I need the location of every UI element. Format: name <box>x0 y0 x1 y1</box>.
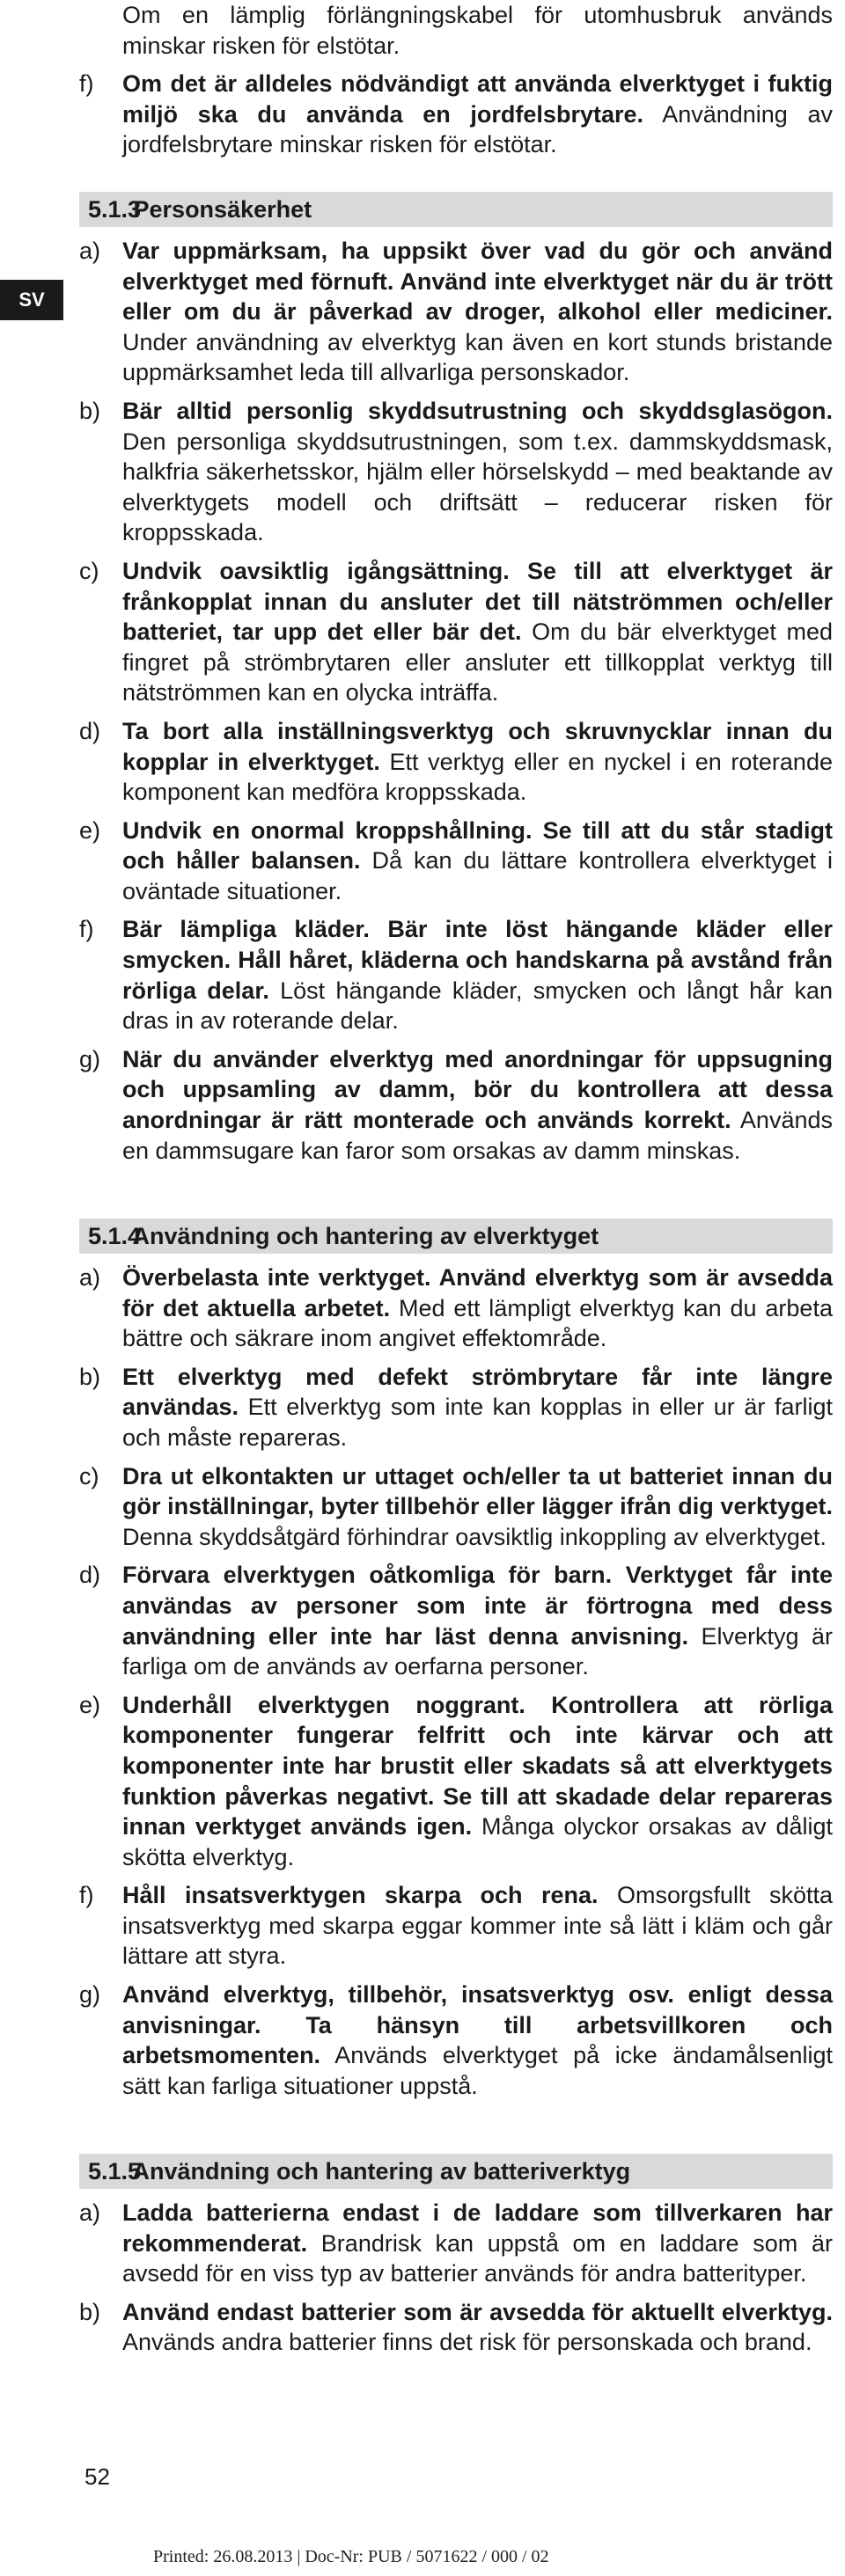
list-item <box>79 914 833 1036</box>
list-item <box>79 69 833 160</box>
section-number: 5.1.3 <box>88 196 142 223</box>
list-item <box>79 1044 833 1166</box>
item-marker: e) <box>79 1691 101 1718</box>
list-item <box>79 1461 833 1553</box>
list-item <box>79 236 833 388</box>
item-bold-text: Om det är alldeles nödvändigt att använda elverktyget i fuktig miljö ska du använda en jordfelsbrytare. <box>122 70 833 128</box>
list-item <box>79 2198 833 2289</box>
list-item <box>79 396 833 548</box>
section-title: Användning och hantering av batteriverktyg <box>132 2158 631 2184</box>
section-body <box>79 2198 833 2366</box>
list-item <box>79 1560 833 1681</box>
item-bold-text: Överbelasta inte verktyget. Använd elverktyg som är avsedda för det aktuella arbetet. <box>122 1264 833 1321</box>
intro-block <box>79 0 833 168</box>
item-marker: b) <box>79 1363 101 1390</box>
item-marker: f) <box>79 1882 94 1909</box>
list-item <box>79 1690 833 1873</box>
list-item <box>79 816 833 907</box>
item-bold-text: Bär alltid personlig skyddsutrustning och skyddsglasögon. <box>122 397 833 424</box>
list-item <box>79 1262 833 1354</box>
item-marker: a) <box>79 238 101 264</box>
item-text: Om du bär elverktyget med fingret på strömbrytaren eller ansluter ett tillkopplat verktyg till nätströmmen kan en olycka inträffa. <box>122 618 833 706</box>
list-item <box>79 1880 833 1972</box>
item-bold-text: Underhåll elverktygen noggrant. Kontrollera att rörliga komponenter fungerar felfritt och inte kärvar och att komponenter inte har brustit eller skadats så att elverktygets funktion påverkas negativt. Se till att skadade delar repareras innan verktyget används igen. <box>122 1691 833 1841</box>
item-text: Då kan du lättare kontrollera elverktyget i oväntade situationer. <box>122 847 833 904</box>
list-item <box>79 716 833 808</box>
section-heading <box>79 1218 833 1254</box>
item-text: Omsorgsfullt skötta insatsverktyg med skarpa eggar kommer inte så lätt i kläm och går lättare att styra. <box>122 1882 833 1970</box>
item-bold-text: Förvara elverktygen oåtkomliga för barn. Verktyget får inte användas av personer som inte är förtrogna med dess användning eller inte har läst denna anvisning. <box>122 1562 833 1650</box>
item-text: Användning av jordfelsbrytare minskar risken för elstötar. <box>122 100 833 158</box>
item-bold-text: Ladda batterierna endast i de laddare som tillverkaren har rekommenderat. <box>122 2199 833 2257</box>
section-body <box>79 1262 833 2109</box>
language-tab: SV <box>0 280 63 320</box>
item-marker: f) <box>79 916 94 943</box>
item-bold-text: Använd endast batterier som är avsedda för aktuellt elverktyg. <box>122 2298 833 2325</box>
item-bold-text: Undvik oavsiktlig igångsättning. Se till att elverktyget är frånkopplat innan du ansluter det till nätströmmen och/eller batteriet, tar upp det eller bär det. <box>122 557 833 646</box>
section-title: Användning och hantering av elverktyget <box>132 1223 599 1249</box>
item-text: Ett verktyg eller en nyckel i en roterande komponent kan medföra kroppsskada. <box>122 748 833 806</box>
item-bold-text: Använd elverktyg, tillbehör, insatsverktyg osv. enligt dessa anvisningar. Ta hänsyn till arbetsvillkoren och arbetsmomenten. <box>122 1981 833 2069</box>
item-text: Används andra batterier finns det risk för personskada och brand. <box>122 2329 812 2356</box>
print-footer: Printed: 26.08.2013 | Doc-Nr: PUB / 5071622 / 000 / 02 <box>153 2547 549 2566</box>
list-item <box>79 2297 833 2358</box>
item-bold-text: Håll insatsverktygen skarpa och rena. <box>122 1882 599 1909</box>
item-marker: c) <box>79 557 99 584</box>
section-number: 5.1.5 <box>88 2158 142 2184</box>
item-bold-text: När du använder elverktyg med anordningar för uppsugning och uppsamling av damm, bör du kontrollera att dessa anordningar är rätt monterade och används korrekt. <box>122 1045 833 1134</box>
item-marker: e) <box>79 816 101 844</box>
item-text: Med ett lämpligt elverktyg kan du arbeta bättre och säkrare inom angivet effektområde. <box>122 1294 833 1352</box>
section-number: 5.1.4 <box>88 1223 142 1249</box>
item-bold-text: Bär lämpliga kläder. Bär inte löst hängande kläder eller smycken. Håll håret, kläderna och handskarna på avstånd från rörliga delar. <box>122 916 833 1004</box>
item-marker: b) <box>79 2298 101 2325</box>
item-text: Används elverktyget på icke ändamålsenligt sätt kan farliga situationer uppstå. <box>122 2042 833 2099</box>
section-title: Personsäkerhet <box>133 196 312 223</box>
section-heading <box>79 192 833 227</box>
item-marker: a) <box>79 1264 101 1291</box>
list-item <box>79 1980 833 2101</box>
item-marker: a) <box>79 2199 101 2226</box>
item-bold-text: Var uppmärksam, ha uppsikt över vad du gör och använd elverktyget med förnuft. Använd inte elverktyget när du är trött eller om du är påverkad av droger, alkohol eller mediciner. <box>122 238 833 326</box>
item-marker: f) <box>79 70 94 98</box>
page-number: 52 <box>84 2463 110 2490</box>
item-text: Ett elverktyg som inte kan kopplas in eller ur är farligt och måste repareras. <box>122 1394 833 1451</box>
item-marker: d) <box>79 1562 101 1589</box>
item-bold-text: Dra ut elkontakten ur uttaget och/eller ta ut batteriet innan du gör inställningar, byter tillbehör eller lägger ifrån dig verktyget. <box>122 1462 833 1520</box>
item-text: Många olyckor orsakas av dåligt skötta elverktyg. <box>122 1813 833 1870</box>
item-marker: g) <box>79 1045 101 1072</box>
item-bold-text: Undvik en onormal kroppshållning. Se till att du står stadigt och håller balansen. <box>122 816 833 875</box>
item-text: Används en dammsugare kan faror som orsakas av damm minskas. <box>122 1107 833 1164</box>
item-marker: b) <box>79 397 101 424</box>
item-marker: d) <box>79 717 101 744</box>
item-text: Den personliga skyddsutrustningen, som t.ex. dammskyddsmask, halkfria säkerhetsskor, hjälm eller hörselskydd – med beaktande av elverktygets modell och driftsätt – reducerar risken för kroppsskada. <box>122 428 833 546</box>
item-marker: c) <box>79 1462 99 1489</box>
item-bold-text: Ett elverktyg med defekt strömbrytare får inte längre användas. <box>122 1363 833 1421</box>
item-text: Under användning av elverktyg kan även en kort stunds bristande uppmärksamhet leda till allvarliga personskador. <box>122 328 833 386</box>
section-body <box>79 236 833 1174</box>
item-text: Elverktyg är farliga om de används av oerfarna personer. <box>122 1622 833 1680</box>
item-text: Brandrisk kan uppstå om en laddare som är avsedd för en viss typ av batterier används för andra batterityper. <box>122 2229 833 2287</box>
list-item <box>79 556 833 708</box>
item-text: Denna skyddsåtgärd förhindrar oavsiktlig inkoppling av elverktyget. <box>122 1523 827 1550</box>
list-item <box>79 1362 833 1453</box>
item-marker: g) <box>79 1981 101 2009</box>
section-heading <box>79 2154 833 2189</box>
intro-continuation: Om en lämplig förlängningskabel för utomhusbruk används minskar risken för elstötar. <box>122 2 833 59</box>
item-bold-text: Ta bort alla inställningsverktyg och skruvnycklar innan du kopplar in elverktyget. <box>122 717 833 775</box>
item-text: Löst hängande kläder, smycken och långt hår kan dras in av roterande delar. <box>122 977 833 1035</box>
